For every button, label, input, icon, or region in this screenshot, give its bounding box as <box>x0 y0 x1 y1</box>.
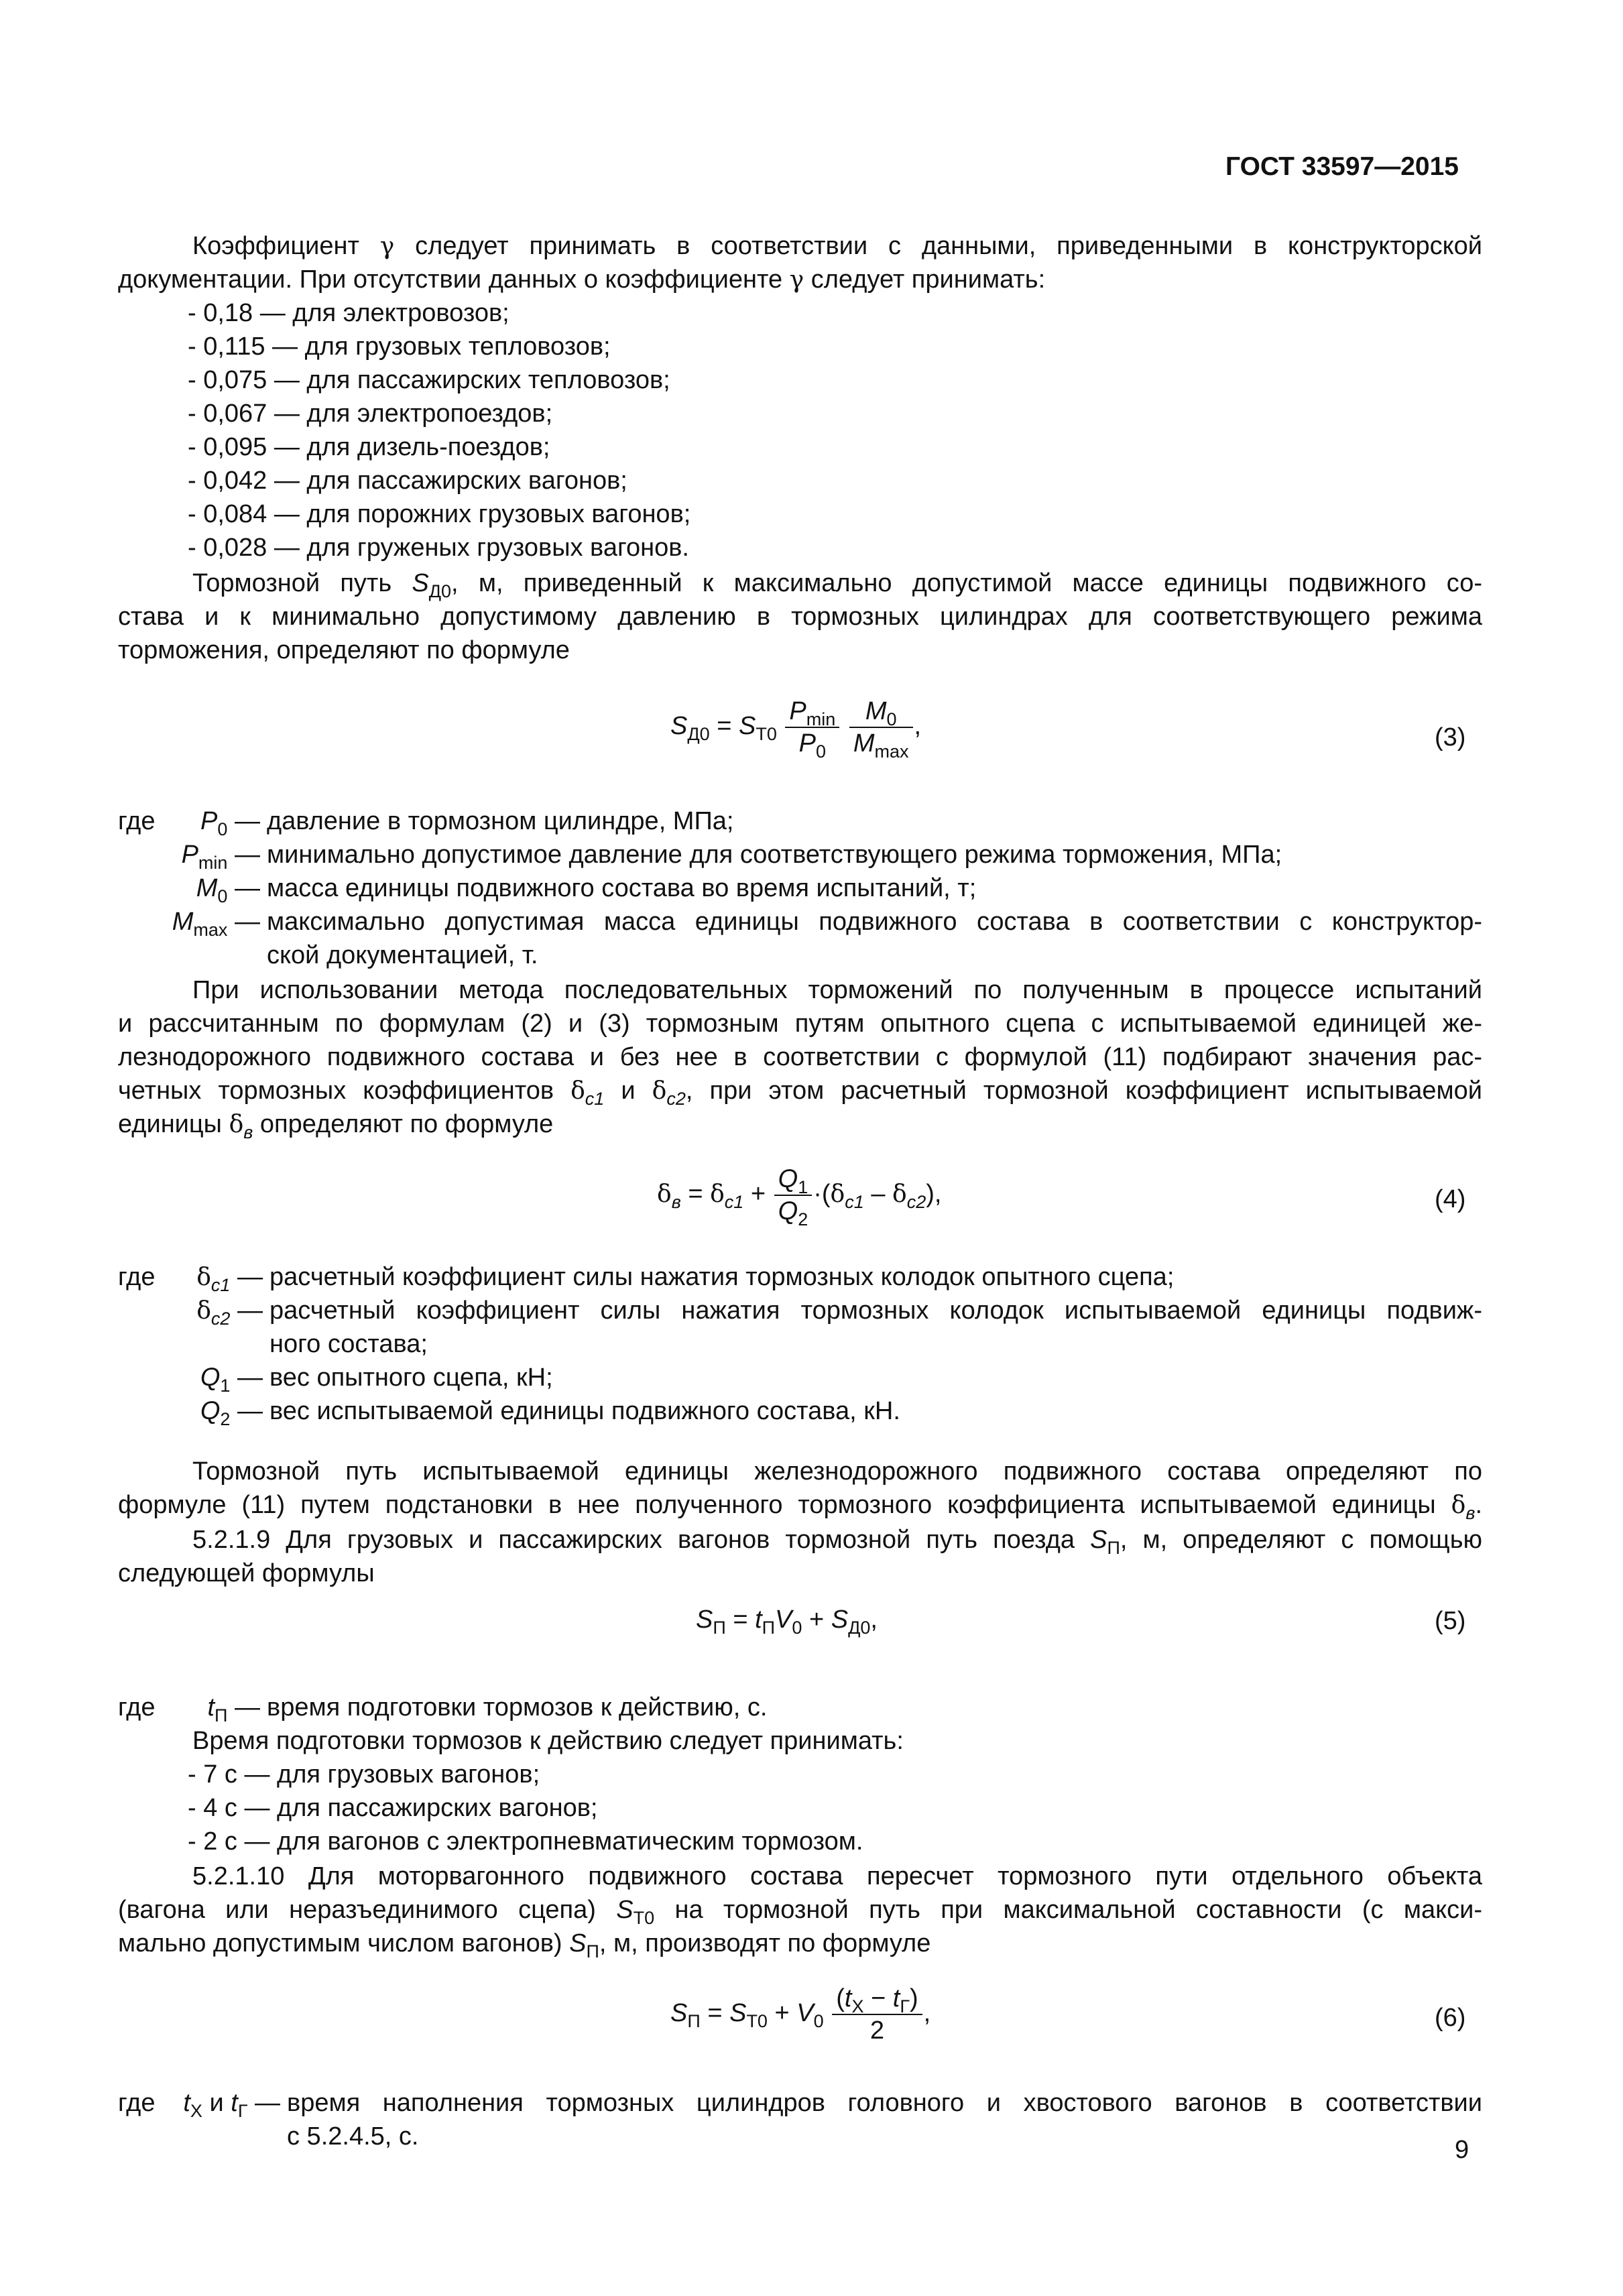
where-definition: вес опытного сцепа, кН; <box>269 1364 553 1392</box>
paragraph-line: мально допустимым числом вагонов) $S_П$, м, производят по формуле <box>118 1929 931 1961</box>
where-definition: с 5.2.4.5, с. <box>287 2122 419 2151</box>
list-item: - 0,18 — для электровозов; <box>188 299 509 327</box>
list-item: - 0,075 — для пассажирских тепловозов; <box>188 366 670 394</box>
where-definition: расчетный коэффициент силы нажатия тормозных колодок испытываемой единицы подвиж- <box>269 1296 1482 1325</box>
where-definition: минимально допустимое давление для соответствующего режима торможения, МПа; <box>267 841 1282 869</box>
where-symbol: $\delta_{с1}$ — <box>196 1263 263 1295</box>
list-item: - 0,115 — для грузовых тепловозов; <box>188 333 611 361</box>
paragraph-line: четных тормозных коэффициентов $\delta_{с1}$ и $\delta_{с2}$, при этом расчетный тормозной коэффициент испытываемой <box>118 1077 1482 1109</box>
where-label: где <box>118 807 156 835</box>
list-item: - 7 с — для грузовых вагонов; <box>188 1760 540 1789</box>
page-number: 9 <box>1455 2136 1469 2164</box>
where-definition: ской документацией, т. <box>267 941 538 969</box>
paragraph-line: Тормозной путь $S_{Д0}$, м, приведенный к максимально допустимой массе единицы подвижного со- <box>192 569 1482 601</box>
equation-number: (4) <box>1435 1185 1466 1213</box>
paragraph-line: (вагона или неразъединимого сцепа) $S_{Т0}$ на тормозной путь при максимальной составности (с макси- <box>118 1896 1483 1928</box>
where-symbol: $\delta_{с2}$ — <box>196 1296 263 1329</box>
where-definition: ного состава; <box>269 1330 428 1358</box>
where-definition: время подготовки тормозов к действию, с. <box>267 1693 768 1721</box>
paragraph-line: следующей формулы <box>118 1559 375 1587</box>
paragraph-line: става и к минимально допустимому давлению в тормозных цилиндрах для соответствующего режима <box>118 603 1482 631</box>
where-definition: максимально допустимая масса единицы подвижного состава в соответствии с конструктор- <box>267 908 1482 936</box>
paragraph-line: и рассчитанным по формулам (2) и (3) тормозным путям опытного сцепа с испытываемой единицей же- <box>118 1010 1482 1038</box>
where-symbol: $t_Х$ и $t_Г$ — <box>183 2089 280 2121</box>
where-label: где <box>118 1263 156 1291</box>
where-symbol: $M_{max}$ — <box>172 908 260 940</box>
paragraph-line: единицы $\delta_в$ определяют по формуле <box>118 1110 554 1142</box>
list-item: - 0,067 — для электропоездов; <box>188 400 553 428</box>
equation-number: (5) <box>1435 1607 1466 1635</box>
where-definition: вес испытываемой единицы подвижного состава, кН. <box>269 1397 900 1425</box>
formula-3: $S_{Д0} = S_{Т0}$ $\frac{P_{min}}{P_0}$ $\frac{M_0}{M_{max}}$ , <box>670 697 922 762</box>
where-definition: расчетный коэффициент силы нажатия тормозных колодок опытного сцепа; <box>269 1263 1175 1291</box>
paragraph-line: При использовании метода последовательных торможений по полученным в процессе испытаний <box>192 976 1482 1004</box>
section-5-2-1-10: 5.2.1.10 Для моторвагонного подвижного состава пересчет тормозного пути отдельного объекта <box>192 1862 1482 1890</box>
formula-6: $S_П = S_{Т0} + V_0$ $\frac{(t_Х - t_Г)}{2}$ , <box>670 1984 931 2045</box>
equation-number: (6) <box>1435 2004 1466 2032</box>
paragraph-line: Коэффициент γ следует принимать в соответствии с данными, приведенными в конструкторской <box>192 232 1482 260</box>
where-symbol: $P_{min}$ — <box>181 841 260 873</box>
paragraph-line: документации. При отсутствии данных о коэффициенте γ следует принимать: <box>118 265 1046 294</box>
where-symbol: $Q_1$ — <box>200 1364 263 1396</box>
paragraph-line: лезнодорожного подвижного состава и без нее в соответствии с формулой (11) подбирают значения рас- <box>118 1043 1482 1071</box>
list-item: - 4 с — для пассажирских вагонов; <box>188 1794 598 1822</box>
list-item: - 0,095 — для дизель-поездов; <box>188 433 550 461</box>
section-5-2-1-9: 5.2.1.9 Для грузовых и пассажирских вагонов тормозной путь поезда $S_П$, м, определяют с помощью <box>192 1526 1482 1558</box>
formula-4: $\delta_в = \delta_{с1}$ + $\frac{Q_1}{Q_2}$ $\cdot(\delta_{с1} - \delta_{с2})$, <box>657 1165 942 1229</box>
paragraph-line: торможения, определяют по формуле <box>118 636 570 664</box>
equation-number: (3) <box>1435 723 1466 751</box>
list-item: - 2 с — для вагонов с электропневматическим тормозом. <box>188 1827 863 1856</box>
where-label: где <box>118 1693 156 1721</box>
list-item: - 0,028 — для груженых грузовых вагонов. <box>188 534 689 562</box>
document-code-header: ГОСТ 33597—2015 <box>1225 152 1459 181</box>
formula-5: $S_П = t_ПV_0 + S_{Д0}$, <box>696 1606 878 1638</box>
where-definition: время наполнения тормозных цилиндров головного и хвостового вагонов в соответствии <box>287 2089 1482 2117</box>
paragraph-line: формуле (11) путем подстановки в нее полученного тормозного коэффициента испытываемой единицы $\delta_в$. <box>118 1491 1482 1523</box>
where-symbol: $P_0$ — <box>200 807 260 839</box>
where-label: где <box>118 2089 156 2117</box>
where-symbol: $M_0$ — <box>196 874 260 906</box>
paragraph-line: Время подготовки тормозов к действию следует принимать: <box>192 1727 904 1755</box>
list-item: - 0,042 — для пассажирских вагонов; <box>188 467 627 495</box>
where-symbol: $t_П$ — <box>207 1693 260 1726</box>
list-item: - 0,084 — для порожних грузовых вагонов; <box>188 500 691 528</box>
where-symbol: $Q_2$ — <box>200 1397 263 1429</box>
where-definition: давление в тормозном цилиндре, МПа; <box>267 807 734 835</box>
paragraph-line: Тормозной путь испытываемой единицы железнодорожного подвижного состава определяют по <box>192 1457 1482 1486</box>
where-definition: масса единицы подвижного состава во время испытаний, т; <box>267 874 977 902</box>
